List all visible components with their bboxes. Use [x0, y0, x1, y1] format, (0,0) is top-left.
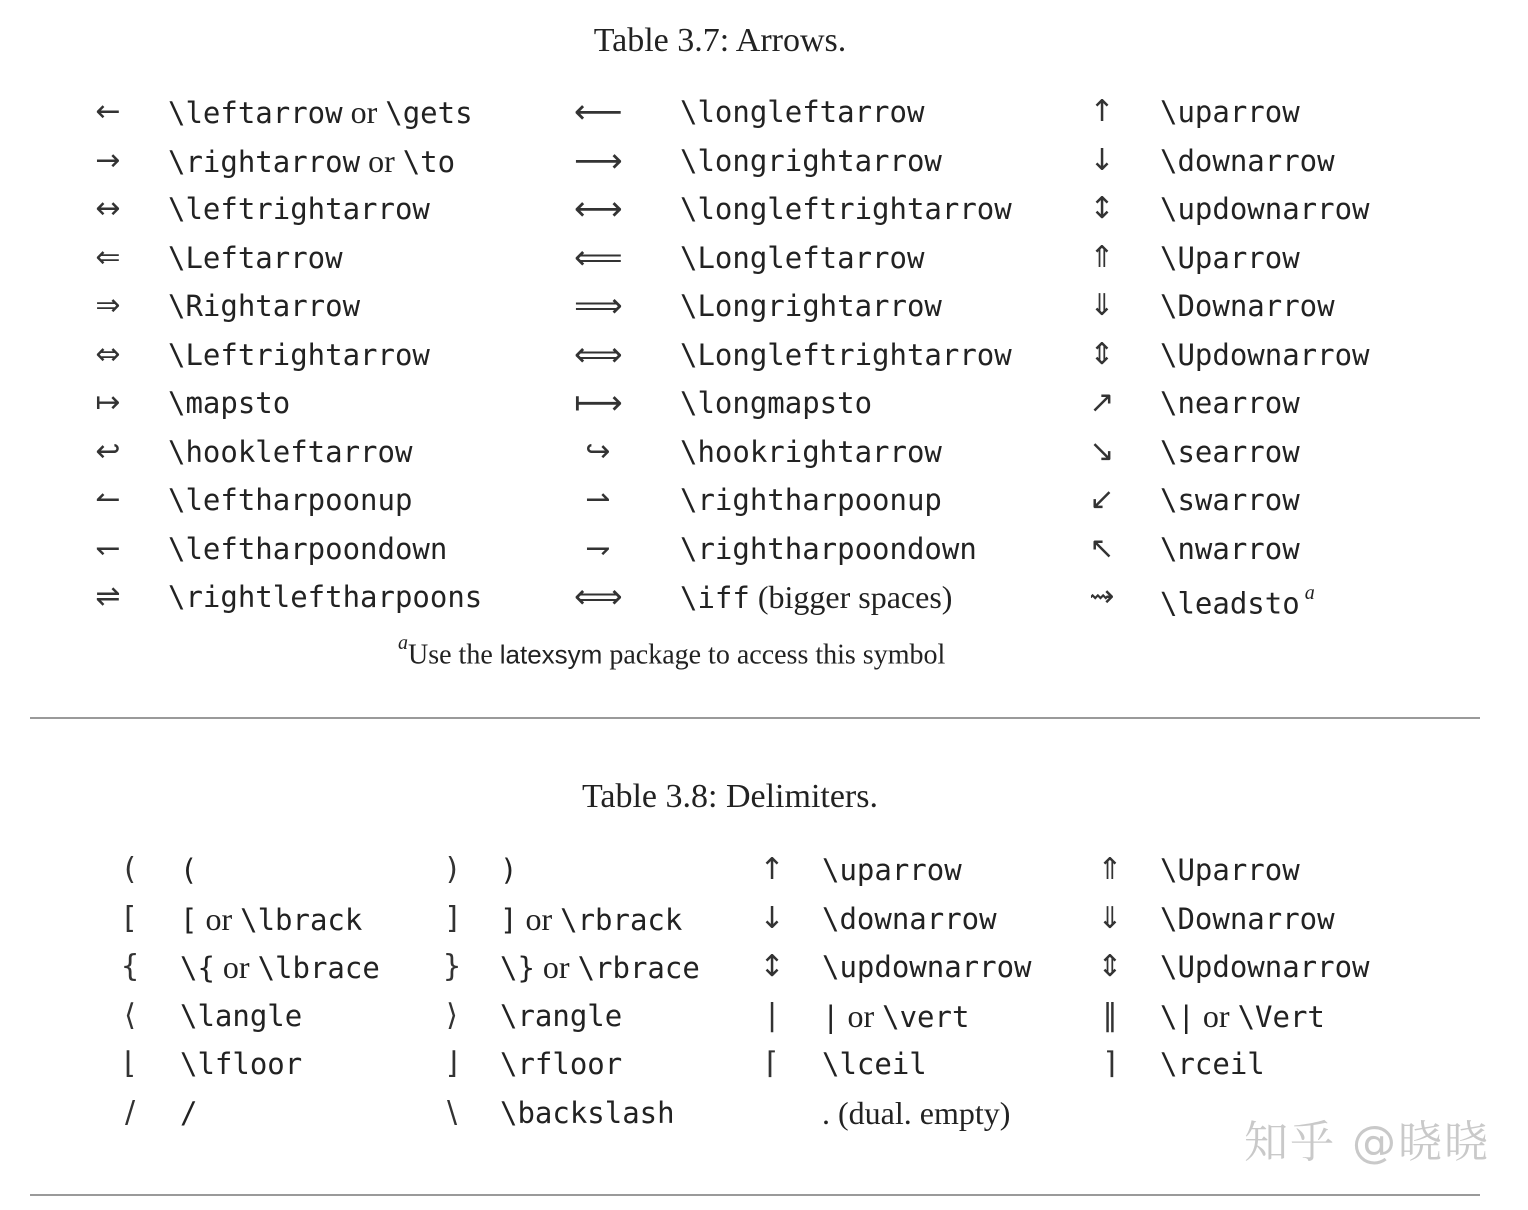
latex-command [822, 850, 962, 890]
symbol-glyph: ⟸ [574, 237, 623, 278]
command-alias: \rbrace [577, 951, 700, 985]
command-name: \longleftarrow [680, 95, 925, 129]
symbol-glyph: ↖ [1089, 530, 1115, 566]
footnote-marker: a [398, 632, 408, 654]
connector-text: or [360, 142, 403, 179]
command-name: \nwarrow [1160, 531, 1300, 566]
latex-command [680, 383, 872, 423]
command-name: \uparrow [1160, 95, 1300, 129]
symbol-glyph: ↦ [95, 385, 121, 420]
delimiters-table-caption: Table 3.8: Delimiters. [582, 778, 878, 815]
latex-command [680, 189, 1012, 229]
latex-command [1160, 286, 1335, 326]
note-text: . (dual. empty) [822, 1094, 1011, 1131]
command-name: \updownarrow [1160, 192, 1370, 226]
command-name: \nearrow [1160, 386, 1300, 420]
latex-command [1160, 383, 1300, 423]
section-divider [30, 717, 1480, 719]
command-name: \downarrow [1160, 143, 1335, 178]
latex-command [822, 899, 997, 939]
command-alias: \gets [385, 96, 473, 130]
symbol-glyph: | [766, 997, 778, 1033]
latex-command [180, 1093, 197, 1133]
latex-command [180, 996, 302, 1036]
symbol-glyph: } [442, 949, 462, 984]
symbol-glyph: ⇓ [1089, 288, 1115, 323]
symbol-glyph: ↕ [759, 949, 785, 984]
symbol-glyph: [ [124, 900, 136, 936]
latex-command [1160, 529, 1300, 569]
latex-command [1160, 432, 1300, 472]
latex-command [180, 1044, 302, 1084]
connector-text: or [839, 997, 883, 1034]
symbol-glyph: ↓ [1089, 142, 1115, 178]
command-name: ) [500, 853, 518, 887]
latex-command [168, 577, 482, 617]
command-name: \swarrow [1160, 483, 1300, 517]
symbol-glyph: ↽ [95, 530, 121, 566]
arrows-table-caption: Table 3.7: Arrows. [593, 22, 847, 59]
latex-command [168, 238, 343, 278]
command-alias: \vert [882, 999, 970, 1034]
symbol-glyph: ⟺ [574, 334, 623, 375]
latex-command [680, 480, 942, 520]
footnote-marker: a [1299, 582, 1315, 604]
symbol-glyph: \ [446, 1094, 458, 1130]
symbol-glyph: ⟩ [446, 997, 458, 1033]
command-name: \lfloor [180, 1047, 303, 1081]
latex-command [500, 850, 517, 890]
command-name: \rightleftharpoons [168, 580, 483, 614]
latex-command [168, 92, 473, 132]
command-name: \| [1160, 999, 1195, 1034]
footnote-text-before: Use the [408, 639, 500, 671]
command-alias: \to [402, 144, 456, 179]
command-name: \downarrow [822, 901, 997, 936]
symbol-glyph: ⌊ [124, 1046, 136, 1081]
symbol-glyph: ⟹ [574, 286, 623, 326]
latex-command [1160, 947, 1370, 987]
command-name: \leftharpoonup [168, 483, 413, 517]
command-name: \hookleftarrow [168, 434, 413, 469]
connector-text: or [214, 949, 258, 985]
command-name: \Longleftarrow [680, 240, 925, 275]
symbol-glyph: ⇓ [1097, 900, 1123, 936]
arrows-footnote [398, 632, 946, 671]
command-name: / [180, 1095, 198, 1130]
symbol-glyph: ⇔ [95, 336, 121, 372]
symbol-glyph: ⇐ [95, 239, 121, 275]
command-name: \Downarrow [1160, 901, 1335, 936]
latex-command [168, 335, 430, 375]
latex-command [680, 335, 1012, 375]
symbol-glyph: ← [95, 94, 121, 129]
command-name: | [822, 999, 840, 1034]
footnote-text-after: package to access this symbol [602, 639, 946, 671]
symbol-glyph: ⇑ [1089, 239, 1115, 275]
bottom-divider [30, 1194, 1480, 1196]
command-name: \Rightarrow [168, 289, 361, 323]
command-name: \Uparrow [1160, 853, 1300, 887]
symbol-glyph: ⇌ [95, 579, 121, 614]
latex-command [1160, 996, 1325, 1036]
command-name: ] [500, 902, 518, 937]
latex-command [1160, 899, 1335, 939]
command-name: \Uparrow [1160, 240, 1300, 275]
command-name: \Updownarrow [1160, 337, 1370, 372]
command-name: \leftarrow [168, 96, 343, 130]
command-name: \searrow [1160, 434, 1300, 469]
command-name: \Leftrightarrow [168, 337, 430, 372]
latex-command [168, 141, 455, 181]
command-alias: \lbrack [240, 902, 363, 937]
latex-command [168, 480, 412, 520]
connector-text: or [534, 949, 578, 985]
command-name: \mapsto [168, 386, 291, 420]
symbol-glyph: ⌈ [766, 1046, 778, 1081]
command-name: \uparrow [822, 853, 962, 887]
symbol-glyph: ⟵ [574, 92, 623, 132]
command-name: [ [180, 902, 198, 937]
command-name: \rangle [500, 998, 623, 1033]
symbol-glyph: ⟶ [574, 140, 623, 181]
latex-command [822, 1093, 1010, 1133]
symbol-glyph: / [124, 1094, 136, 1130]
command-name: \longrightarrow [680, 143, 942, 178]
latex-command [500, 1044, 622, 1084]
command-name: \Updownarrow [1160, 950, 1370, 984]
latex-command [180, 899, 362, 939]
footnote-package-name: latexsym [499, 639, 603, 670]
latex-command [500, 1093, 675, 1133]
command-name: \leftrightarrow [168, 192, 430, 226]
latex-command [1160, 238, 1300, 278]
latex-command [1160, 480, 1300, 520]
latex-command [168, 432, 412, 472]
latex-command [680, 432, 942, 472]
symbol-glyph: ↙ [1089, 482, 1115, 517]
symbol-glyph: { [120, 949, 140, 984]
symbol-glyph: ⟺ [574, 577, 623, 617]
symbol-glyph: ⇑ [1097, 852, 1123, 887]
latex-command [1160, 1044, 1265, 1084]
latex-command [680, 577, 952, 617]
symbol-glyph: → [95, 142, 121, 178]
symbol-glyph: ⇀ [585, 482, 611, 517]
command-name: \Longrightarrow [680, 289, 942, 323]
latex-command [1160, 335, 1370, 375]
connector-text: or [342, 94, 386, 130]
command-name: \Longleftrightarrow [680, 337, 1012, 372]
symbol-glyph: ⟷ [574, 189, 623, 229]
command-name: \rightharpoondown [680, 531, 977, 566]
symbol-glyph: ) [446, 852, 458, 887]
command-name: ( [180, 853, 198, 887]
latex-command [680, 238, 924, 278]
latex-command [1160, 141, 1335, 181]
command-name: \longleftrightarrow [680, 192, 1012, 226]
command-name: \langle [180, 998, 303, 1033]
symbol-glyph: ⌉ [1104, 1046, 1116, 1081]
latex-command [680, 286, 942, 326]
connector-text: or [517, 900, 561, 937]
command-alias: \rbrack [560, 902, 683, 937]
symbol-glyph: ↔ [95, 191, 121, 226]
command-name: \rightarrow [168, 144, 361, 179]
latex-command [1160, 577, 1315, 621]
latex-command [168, 529, 447, 569]
latex-command [180, 850, 197, 890]
watermark: 知乎 @晓晓 [1244, 1117, 1490, 1168]
latex-command [822, 996, 969, 1036]
command-name: \backslash [500, 1095, 675, 1130]
latex-command [500, 947, 700, 987]
latex-command [168, 286, 360, 326]
command-name: \leftharpoondown [168, 531, 448, 566]
command-name: \leadsto [1160, 586, 1300, 621]
symbol-glyph: ↕ [1089, 191, 1115, 226]
latex-command [500, 899, 682, 939]
symbol-glyph: ⌋ [446, 1046, 458, 1081]
latex-command [168, 383, 290, 423]
symbol-glyph: ( [124, 852, 136, 887]
latex-command [822, 1044, 927, 1084]
symbol-glyph: ⇕ [1097, 949, 1123, 984]
command-name: \Downarrow [1160, 289, 1335, 323]
command-name: \rceil [1160, 1047, 1265, 1081]
symbol-glyph: ⟨ [124, 997, 136, 1033]
symbol-glyph: ↘ [1089, 433, 1115, 469]
symbol-glyph: ↑ [759, 852, 785, 887]
symbol-glyph: ↓ [759, 900, 785, 936]
note-text: (bigger spaces) [749, 579, 953, 615]
symbol-glyph: ⇝ [1089, 579, 1115, 614]
command-name: \rfloor [500, 1047, 623, 1081]
symbol-glyph: ↑ [1089, 94, 1115, 129]
command-name: \hookrightarrow [680, 434, 942, 469]
symbol-glyph: ‖ [1102, 997, 1118, 1033]
symbol-glyph: ⇒ [95, 288, 121, 323]
command-name: \updownarrow [822, 950, 1032, 984]
connector-text: or [1194, 997, 1238, 1034]
latex-command [500, 996, 622, 1036]
latex-command [1160, 189, 1370, 229]
symbol-glyph: ↪ [585, 433, 611, 469]
latex-command [1160, 850, 1300, 890]
symbol-glyph: ] [446, 900, 458, 936]
command-name: \lceil [822, 1047, 927, 1081]
command-alias: \Vert [1237, 999, 1325, 1034]
latex-command [180, 947, 380, 987]
latex-command [680, 529, 977, 569]
latex-command [1160, 92, 1300, 132]
symbol-glyph: ⇁ [585, 530, 611, 566]
symbol-glyph: ⟼ [574, 383, 623, 423]
symbol-glyph: ↼ [95, 482, 121, 517]
connector-text: or [197, 900, 241, 937]
command-name: \{ [180, 951, 215, 985]
latex-command [168, 189, 430, 229]
latex-command [680, 141, 942, 181]
command-name: \rightharpoonup [680, 483, 942, 517]
command-name: \iff [680, 581, 750, 615]
symbol-glyph: ⇕ [1089, 336, 1115, 372]
symbol-glyph: ↗ [1089, 385, 1115, 420]
symbol-glyph: ↩ [95, 433, 121, 469]
command-alias: \lbrace [257, 951, 380, 985]
command-name: \Leftarrow [168, 240, 343, 275]
command-name: \} [500, 951, 535, 985]
command-name: \longmapsto [680, 386, 873, 420]
latex-command [822, 947, 1032, 987]
latex-command [680, 92, 924, 132]
